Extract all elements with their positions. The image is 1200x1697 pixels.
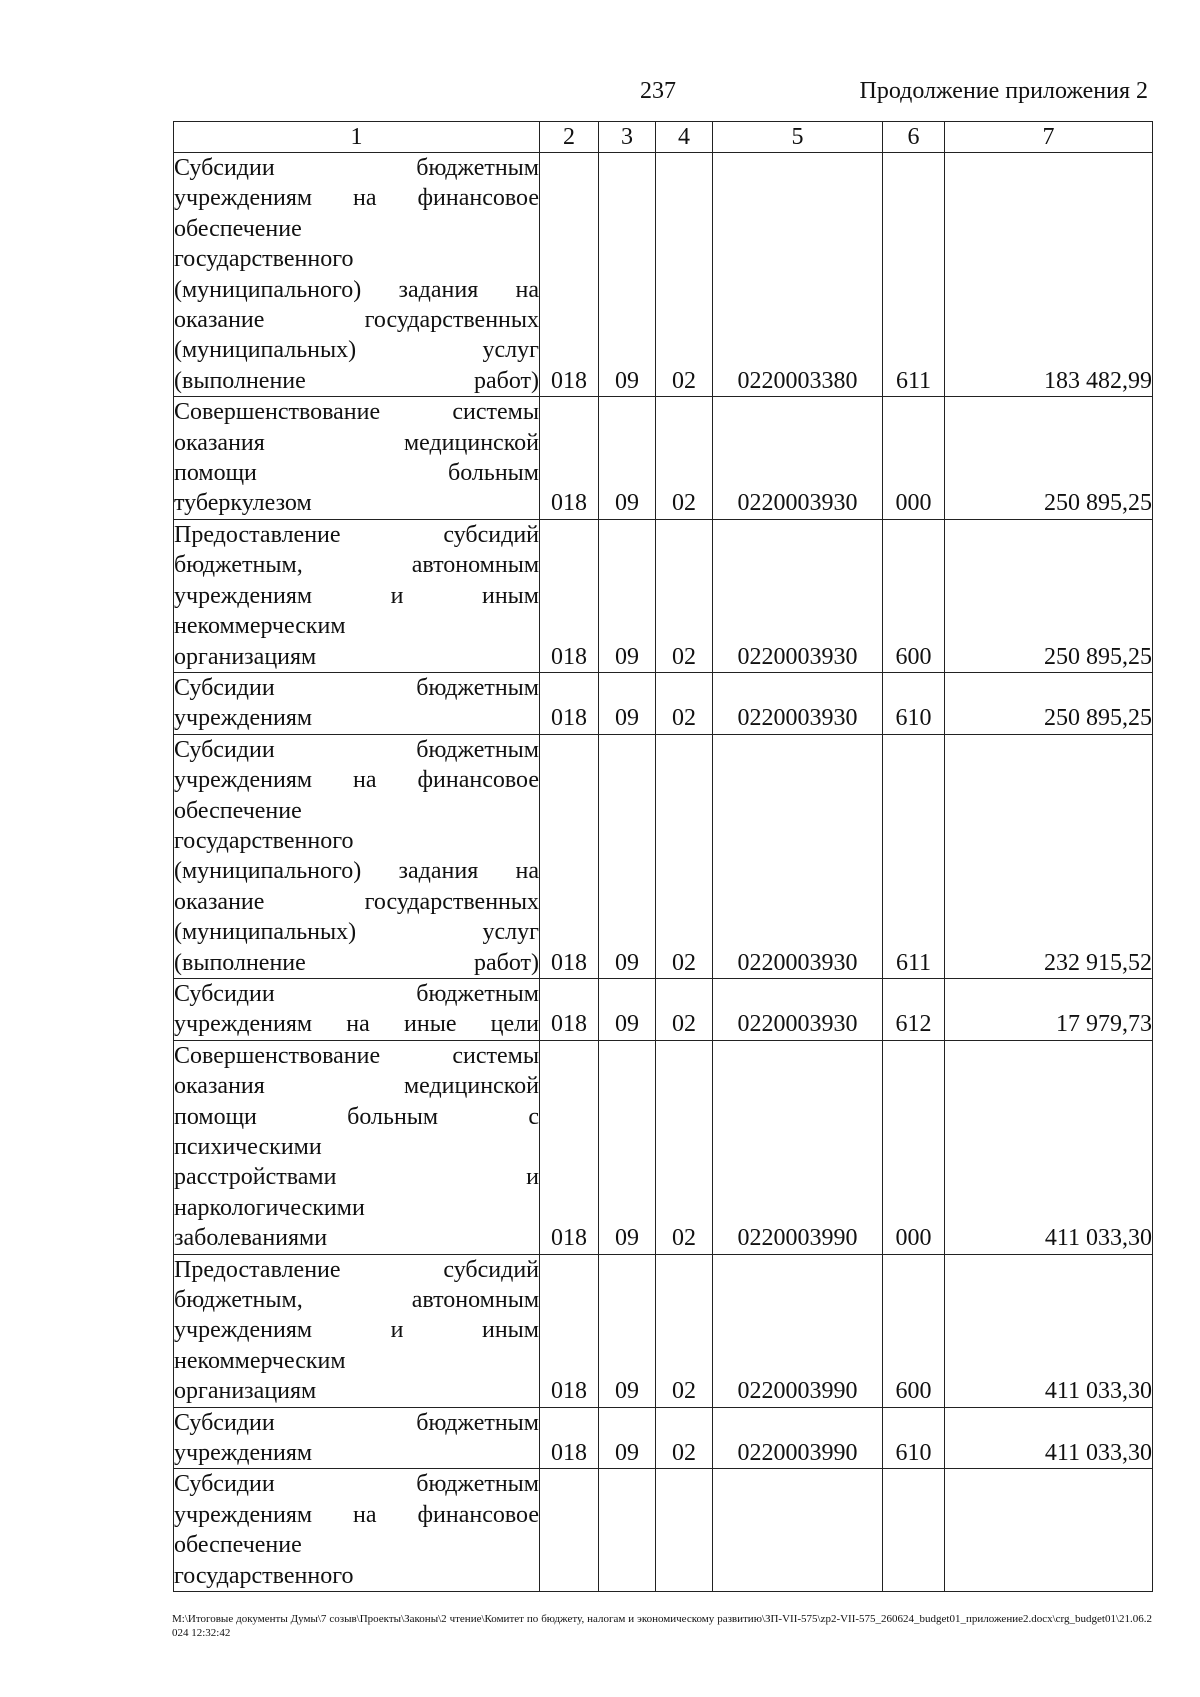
section-code-cell: 09 <box>599 672 656 734</box>
table-row <box>174 519 1153 672</box>
ministry-code-cell: 018 <box>540 1040 599 1254</box>
description-line: учреждениям и иным <box>174 1317 539 1344</box>
subsection-code-cell: 02 <box>656 153 713 397</box>
ministry-code-cell: 018 <box>540 734 599 978</box>
description-line: наркологическими <box>174 1194 365 1221</box>
target-article-cell: 0220003990 <box>713 1407 883 1469</box>
subsection-code-cell: 02 <box>656 672 713 734</box>
description-line: обеспечение <box>174 1532 302 1559</box>
table-body <box>174 153 1153 1592</box>
target-article-cell <box>713 1469 883 1592</box>
target-article-cell: 0220003930 <box>713 672 883 734</box>
target-article-cell: 0220003990 <box>713 1040 883 1254</box>
description-line: Совершенствование системы <box>174 1042 539 1069</box>
table-row <box>174 978 1153 1040</box>
description-line: Субсидии бюджетным <box>174 155 539 181</box>
budget-table <box>173 121 1153 1592</box>
description-line: учреждениям на финансовое <box>174 767 539 794</box>
page-number: 237 <box>640 78 676 104</box>
description-line: помощи больным <box>174 460 539 487</box>
ministry-code-cell <box>540 1469 599 1592</box>
table-row <box>174 1254 1153 1407</box>
description-line: (муниципального) задания на <box>174 858 539 885</box>
expense-kind-cell: 600 <box>883 1254 945 1407</box>
section-code-cell: 09 <box>599 519 656 672</box>
ministry-code-cell: 018 <box>540 672 599 734</box>
description-line: (выполнение работ) <box>174 367 539 394</box>
column-header: 4 <box>656 122 713 153</box>
description-line: государственного <box>174 827 354 854</box>
column-header: 1 <box>174 122 540 153</box>
subsection-code-cell: 02 <box>656 978 713 1040</box>
table-row <box>174 1407 1153 1469</box>
description-cell <box>174 672 540 734</box>
description-line: (муниципального) задания на <box>174 276 539 303</box>
description-line: государственного <box>174 246 354 273</box>
description-line: Предоставление субсидий <box>174 521 539 548</box>
subsection-code-cell <box>656 1469 713 1592</box>
description-line: учреждениям <box>174 705 313 732</box>
section-code-cell: 09 <box>599 1407 656 1469</box>
amount-cell: 250 895,25 <box>945 672 1153 734</box>
ministry-code-cell: 018 <box>540 153 599 397</box>
description-line: обеспечение <box>174 797 302 824</box>
ministry-code-cell: 018 <box>540 1407 599 1469</box>
description-line: некоммерческим <box>174 1347 346 1374</box>
ministry-code-cell: 018 <box>540 397 599 520</box>
ministry-code-cell: 018 <box>540 1254 599 1407</box>
section-code-cell <box>599 1469 656 1592</box>
description-cell <box>174 1407 540 1469</box>
table-row <box>174 1469 1153 1592</box>
expense-kind-cell: 611 <box>883 153 945 397</box>
column-header: 5 <box>713 122 883 153</box>
amount-cell: 411 033,30 <box>945 1040 1153 1254</box>
section-code-cell: 09 <box>599 1254 656 1407</box>
table-row <box>174 1040 1153 1254</box>
section-code-cell: 09 <box>599 397 656 520</box>
description-line: бюджетным, автономным <box>174 552 539 579</box>
subsection-code-cell: 02 <box>656 1254 713 1407</box>
column-number-row <box>174 122 1153 153</box>
expense-kind-cell: 612 <box>883 978 945 1040</box>
subsection-code-cell: 02 <box>656 519 713 672</box>
description-line: туберкулезом <box>174 490 312 517</box>
table-row <box>174 734 1153 978</box>
expense-kind-cell: 000 <box>883 397 945 520</box>
amount-cell: 250 895,25 <box>945 397 1153 520</box>
amount-cell: 183 482,99 <box>945 153 1153 397</box>
table-row <box>174 672 1153 734</box>
description-line: Совершенствование системы <box>174 399 539 426</box>
description-line: оказание государственных <box>174 307 539 334</box>
amount-cell: 411 033,30 <box>945 1407 1153 1469</box>
description-line: Предоставление субсидий <box>174 1256 539 1283</box>
amount-cell: 250 895,25 <box>945 519 1153 672</box>
description-line: организациям <box>174 1378 317 1405</box>
document-path-footer: M:\Итоговые документы Думы\7 созыв\Проекты\Законы\2 чтение\Комитет по бюджету, налогам и экономическому развитию\ЗП-VII-575\zp2-VII-575_260624_budget01_приложение2.docx\crg_budget01\21.06.2024 12:32:42 <box>172 1613 1152 1639</box>
description-line: государственного <box>174 1562 354 1589</box>
description-line: учреждениям <box>174 1440 313 1467</box>
subsection-code-cell: 02 <box>656 734 713 978</box>
description-line: расстройствами и <box>174 1164 539 1191</box>
description-line: учреждениям и иным <box>174 582 539 609</box>
description-cell <box>174 519 540 672</box>
target-article-cell: 0220003930 <box>713 734 883 978</box>
description-line: Субсидии бюджетным <box>174 674 539 701</box>
description-line: учреждениям на финансовое <box>174 1501 539 1528</box>
subsection-code-cell: 02 <box>656 1407 713 1469</box>
ministry-code-cell: 018 <box>540 978 599 1040</box>
description-line: Субсидии бюджетным <box>174 1471 539 1498</box>
description-line: оказания медицинской <box>174 429 539 456</box>
description-line: оказание государственных <box>174 888 539 915</box>
description-line: обеспечение <box>174 215 302 242</box>
description-cell <box>174 1040 540 1254</box>
description-line: (выполнение работ) <box>174 949 539 976</box>
expense-kind-cell: 610 <box>883 672 945 734</box>
target-article-cell: 0220003930 <box>713 397 883 520</box>
description-line: психическими <box>174 1134 322 1160</box>
appendix-continuation-heading: Продолжение приложения 2 <box>859 78 1148 104</box>
section-code-cell: 09 <box>599 978 656 1040</box>
target-article-cell: 0220003930 <box>713 519 883 672</box>
description-line: Субсидии бюджетным <box>174 1409 539 1436</box>
target-article-cell: 0220003380 <box>713 153 883 397</box>
description-line: оказания медицинской <box>174 1073 539 1100</box>
description-line: (муниципальных) услуг <box>174 337 539 364</box>
table-row <box>174 153 1153 397</box>
subsection-code-cell: 02 <box>656 1040 713 1254</box>
column-header: 6 <box>883 122 945 153</box>
description-line: организациям <box>174 643 317 670</box>
column-header: 2 <box>540 122 599 153</box>
ministry-code-cell: 018 <box>540 519 599 672</box>
description-line: учреждениям на финансовое <box>174 185 539 212</box>
description-line: Субсидии бюджетным <box>174 980 539 1007</box>
expense-kind-cell: 610 <box>883 1407 945 1469</box>
table-row <box>174 397 1153 520</box>
description-line: (муниципальных) услуг <box>174 919 539 946</box>
section-code-cell: 09 <box>599 1040 656 1254</box>
description-cell <box>174 397 540 520</box>
description-line: учреждениям на иные цели <box>174 1011 539 1038</box>
description-cell <box>174 1469 540 1592</box>
column-header: 7 <box>945 122 1153 153</box>
description-line: заболеваниями <box>174 1225 328 1252</box>
expense-kind-cell: 611 <box>883 734 945 978</box>
description-line: некоммерческим <box>174 613 346 640</box>
amount-cell: 17 979,73 <box>945 978 1153 1040</box>
expense-kind-cell: 600 <box>883 519 945 672</box>
section-code-cell: 09 <box>599 734 656 978</box>
description-line: Субсидии бюджетным <box>174 736 539 763</box>
column-header: 3 <box>599 122 656 153</box>
amount-cell: 411 033,30 <box>945 1254 1153 1407</box>
section-code-cell: 09 <box>599 153 656 397</box>
expense-kind-cell: 000 <box>883 1040 945 1254</box>
target-article-cell: 0220003990 <box>713 1254 883 1407</box>
description-cell <box>174 978 540 1040</box>
description-cell <box>174 1254 540 1407</box>
target-article-cell: 0220003930 <box>713 978 883 1040</box>
description-line: помощи больным с <box>174 1103 539 1130</box>
expense-kind-cell <box>883 1469 945 1592</box>
subsection-code-cell: 02 <box>656 397 713 520</box>
description-cell <box>174 153 540 397</box>
description-cell <box>174 734 540 978</box>
amount-cell <box>945 1469 1153 1592</box>
amount-cell: 232 915,52 <box>945 734 1153 978</box>
description-line: бюджетным, автономным <box>174 1287 539 1314</box>
